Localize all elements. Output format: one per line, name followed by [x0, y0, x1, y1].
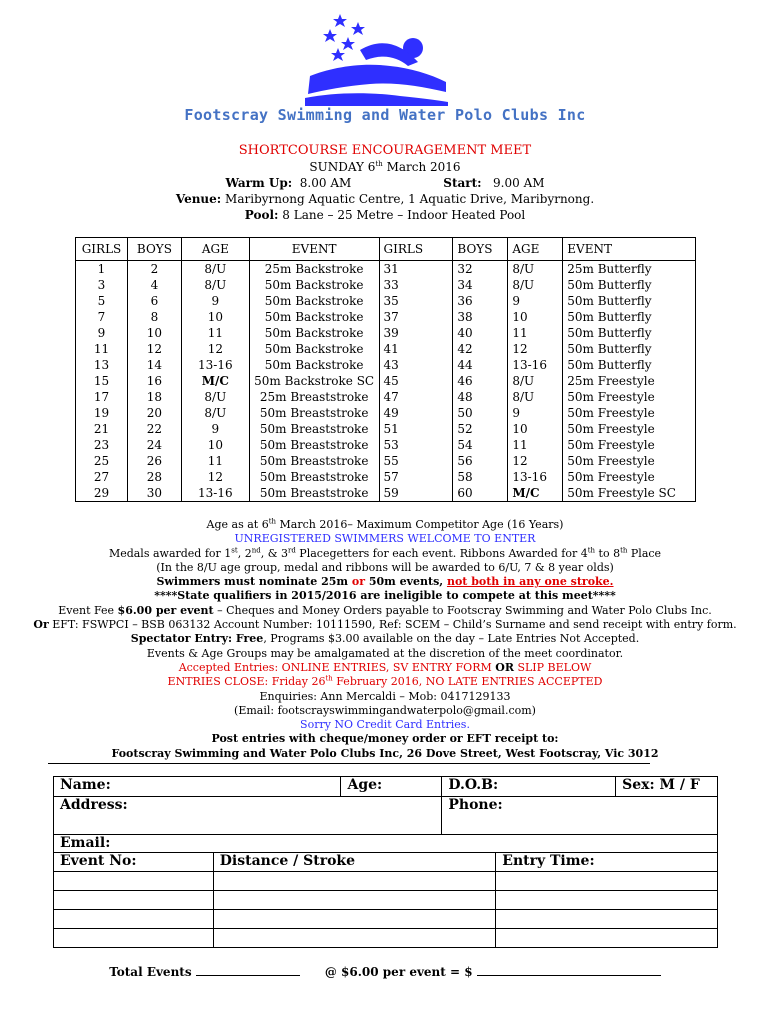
logo-star-1: [333, 14, 347, 27]
event-name-2: 50m Butterfly: [563, 341, 696, 357]
entry-time-cell[interactable]: [496, 872, 718, 891]
event-row: [76, 405, 696, 421]
girls-no: 15: [93, 374, 110, 388]
girls-no: 27: [93, 470, 110, 484]
event-no-header: Event No:: [54, 853, 214, 872]
start-label: Start:: [443, 176, 482, 190]
email-note: (Email: footscrayswimmingandwaterpolo@gmail.com): [234, 703, 536, 717]
age-group: 13-16: [181, 485, 249, 502]
age-group: 9: [181, 421, 249, 437]
event-row: [76, 293, 696, 309]
boys-no: 10: [127, 325, 181, 341]
boys-no: 6: [127, 293, 181, 309]
unregistered-note: UNREGISTERED SWIMMERS WELCOME TO ENTER: [234, 532, 536, 546]
name-field[interactable]: Name:: [54, 777, 341, 797]
entry-time-cell[interactable]: [496, 891, 718, 910]
girls-no-2: 59: [379, 485, 453, 502]
eft-note: Or EFT: FSWPCI – BSB 063132 Account Number: 10111590, Ref: SCEM – Child’s Surname and send receipt with entry form.: [33, 618, 737, 632]
logo-star-3: [323, 29, 337, 42]
age-group-2: 8/U: [508, 261, 563, 278]
age-note: Age as at 6th March 2016– Maximum Competitor Age (16 Years): [206, 517, 564, 531]
event-name-2: 50m Freestyle: [563, 405, 696, 421]
age-group-2: 13-16: [508, 357, 563, 373]
girls-no-2: 33: [379, 277, 453, 293]
boys-no-2: 32: [453, 261, 508, 278]
total-amount-blank[interactable]: [477, 975, 661, 976]
girls-no-2: 53: [379, 437, 453, 453]
event-name: 50m Backstroke: [249, 325, 379, 341]
warmup-time: 8.00 AM: [299, 176, 352, 190]
girls-no-2: 55: [379, 453, 453, 469]
boys-no-2: 52: [453, 421, 508, 437]
event-row: [76, 453, 696, 469]
event-row: [76, 421, 696, 437]
girls-no-2: 35: [379, 293, 453, 309]
boys-no-2: 34: [453, 277, 508, 293]
event-name-2: 50m Butterfly: [563, 309, 696, 325]
girls-no: 1: [97, 262, 106, 276]
boys-no: 18: [127, 389, 181, 405]
entry-form: [53, 776, 718, 948]
boys-no-2: 58: [453, 469, 508, 485]
age-group-2: 10: [508, 309, 563, 325]
age-group: 13-16: [181, 357, 249, 373]
girls-no: 17: [93, 390, 110, 404]
amalgamated-note: Events & Age Groups may be amalgamated at the discretion of the meet coordinator.: [146, 646, 624, 660]
boys-no-2: 50: [453, 405, 508, 421]
girls-no-2: 39: [379, 325, 453, 341]
boys-no-2: 46: [453, 373, 508, 389]
event-row: [76, 325, 696, 341]
boys-no: 24: [127, 437, 181, 453]
girls-no: 13: [93, 358, 110, 372]
events-header-row: [76, 238, 696, 261]
sex-field[interactable]: Sex: M / F: [616, 777, 718, 797]
age-group: 9: [181, 293, 249, 309]
distance-stroke-header: Distance / Stroke: [213, 853, 496, 872]
boys-no: 12: [127, 341, 181, 357]
total-events-blank[interactable]: [196, 975, 300, 976]
girls-no: 5: [97, 294, 106, 308]
age-group: 10: [181, 437, 249, 453]
age-group: 12: [181, 469, 249, 485]
event-name-2: 50m Freestyle: [563, 389, 696, 405]
medals-note: Medals awarded for 1st, 2nd, & 3rd Placegetters for each event. Ribbons Awarded for 4th to 8th Place: [108, 545, 662, 560]
boys-no-2: 42: [453, 341, 508, 357]
girls-no-2: 57: [379, 469, 453, 485]
event-no-cell[interactable]: [54, 872, 214, 891]
age-group: 11: [181, 453, 249, 469]
girls-no-2: 41: [379, 341, 453, 357]
boys-no: 22: [127, 421, 181, 437]
event-row: [76, 389, 696, 405]
event-name: 25m Breaststroke: [249, 389, 379, 405]
distance-stroke-cell[interactable]: [213, 891, 496, 910]
event-row: [76, 261, 696, 278]
event-no-cell[interactable]: [54, 929, 214, 948]
girls-no: 25: [93, 454, 110, 468]
boys-no: 16: [127, 373, 181, 389]
distance-stroke-cell[interactable]: [213, 910, 496, 929]
age-group-2: 9: [508, 405, 563, 421]
ribbons-note: (In the 8/U age group, medal and ribbons will be awarded to 6/U, 7 & 8 year olds): [156, 560, 614, 574]
entry-time-cell[interactable]: [496, 929, 718, 948]
distance-stroke-cell[interactable]: [213, 929, 496, 948]
boys-no-2: 38: [453, 309, 508, 325]
event-name-2: 50m Freestyle: [563, 453, 696, 469]
event-name: 50m Backstroke: [249, 341, 379, 357]
club-address: Footscray Swimming and Water Polo Clubs Inc, 26 Dove Street, West Footscray, Vic 3012: [111, 746, 659, 760]
club-logo: [300, 12, 450, 107]
age-group: 8/U: [181, 405, 249, 421]
girls-no: 7: [97, 310, 106, 324]
meet-title: SHORTCOURSE ENCOURAGEMENT MEET: [238, 143, 532, 158]
venue-line: Venue: Maribyrnong Aquatic Centre, 1 Aquatic Drive, Maribyrnong.: [175, 192, 595, 206]
girls-no-2: 51: [379, 421, 453, 437]
boys-no-2: 40: [453, 325, 508, 341]
age-group-2: 9: [508, 293, 563, 309]
age-group: 8/U: [181, 277, 249, 293]
event-name: 50m Breaststroke: [249, 469, 379, 485]
event-name-2: 50m Butterfly: [563, 293, 696, 309]
meet-info: [0, 518, 770, 761]
boys-no: 20: [127, 405, 181, 421]
girls-no: 21: [93, 422, 110, 436]
girls-no: 23: [93, 438, 110, 452]
age-group: 12: [181, 341, 249, 357]
divider: [48, 763, 650, 764]
event-row: [76, 309, 696, 325]
logo-star-2: [351, 22, 365, 35]
event-name: 50m Backstroke: [249, 293, 379, 309]
event-name-2: 50m Butterfly: [563, 277, 696, 293]
col-girls-2: GIRLS: [379, 238, 453, 261]
boys-no: 4: [127, 277, 181, 293]
col-boys: BOYS: [127, 238, 181, 261]
girls-no-2: 31: [379, 261, 453, 278]
warmup-label: Warm Up:: [225, 176, 293, 190]
event-name: 50m Backstroke: [249, 277, 379, 293]
girls-no-2: 45: [379, 373, 453, 389]
boys-no-2: 48: [453, 389, 508, 405]
fee-note: Event Fee $6.00 per event – Cheques and Money Orders payable to Footscray Swimming and Water Polo Clubs Inc.: [58, 603, 712, 617]
logo-swimmer-body: [308, 65, 446, 94]
event-name: 50m Backstroke: [249, 357, 379, 373]
col-girls: GIRLS: [76, 238, 128, 261]
age-group: 8/U: [181, 389, 249, 405]
event-row: [76, 357, 696, 373]
boys-no: 26: [127, 453, 181, 469]
logo-star-5: [331, 48, 345, 61]
col-event-2: EVENT: [563, 238, 696, 261]
girls-no: 19: [93, 406, 110, 420]
age-group-2: 11: [508, 437, 563, 453]
post-entries-note: Post entries with cheque/money order or EFT receipt to:: [211, 732, 559, 746]
event-name: 50m Breaststroke: [249, 453, 379, 469]
events-table: [75, 237, 696, 502]
event-name-2: 50m Butterfly: [563, 325, 696, 341]
event-no-cell[interactable]: [54, 910, 214, 929]
age-group-2: M/C: [508, 485, 563, 502]
event-no-cell[interactable]: [54, 891, 214, 910]
boys-no-2: 44: [453, 357, 508, 373]
col-event: EVENT: [249, 238, 379, 261]
age-group-2: 8/U: [508, 389, 563, 405]
event-name: 50m Breaststroke: [249, 437, 379, 453]
age-group-2: 12: [508, 453, 563, 469]
age-group-2: 8/U: [508, 277, 563, 293]
girls-no: 29: [93, 486, 110, 500]
event-name: 50m Backstroke SC: [249, 373, 379, 389]
event-row: [76, 373, 696, 389]
event-row: [76, 341, 696, 357]
boys-no-2: 60: [453, 485, 508, 502]
age-group-2: 8/U: [508, 373, 563, 389]
no-credit-note: Sorry NO Credit Card Entries.: [300, 718, 470, 732]
boys-no: 28: [127, 469, 181, 485]
col-boys-2: BOYS: [453, 238, 508, 261]
spectator-note: Spectator Entry: Free, Programs $3.00 available on the day – Late Entries Not Accepted.: [130, 632, 640, 646]
event-name-2: 50m Freestyle: [563, 421, 696, 437]
girls-no-2: 47: [379, 389, 453, 405]
logo-star-4: [341, 37, 355, 50]
event-name-2: 50m Freestyle SC: [563, 485, 696, 502]
event-row: [76, 485, 696, 502]
event-name-2: 50m Freestyle: [563, 469, 696, 485]
distance-stroke-cell[interactable]: [213, 872, 496, 891]
enquiries-note: Enquiries: Ann Mercaldi – Mob: 0417129133: [259, 689, 511, 703]
age-field[interactable]: Age:: [341, 777, 442, 797]
accepted-entries-note: Accepted Entries: ONLINE ENTRIES, SV ENTRY FORM OR SLIP BELOW: [178, 660, 592, 674]
age-group-2: 10: [508, 421, 563, 437]
girls-no: 3: [97, 278, 106, 292]
club-name: Footscray Swimming and Water Polo Clubs Inc: [184, 106, 586, 124]
girls-no-2: 49: [379, 405, 453, 421]
boys-no-2: 54: [453, 437, 508, 453]
event-name-2: 25m Butterfly: [563, 261, 696, 278]
age-group-2: 12: [508, 341, 563, 357]
girls-no-2: 43: [379, 357, 453, 373]
event-row: [76, 277, 696, 293]
event-name: 50m Breaststroke: [249, 421, 379, 437]
event-name: 50m Backstroke: [249, 309, 379, 325]
dob-field[interactable]: D.O.B:: [442, 777, 616, 797]
logo-wave: [305, 93, 448, 106]
age-group-2: 13-16: [508, 469, 563, 485]
girls-no: 11: [93, 342, 110, 356]
age-group-2: 11: [508, 325, 563, 341]
meet-date: SUNDAY 6th March 2016: [309, 160, 461, 174]
age-group: M/C: [181, 373, 249, 389]
age-group: 10: [181, 309, 249, 325]
event-name: 25m Backstroke: [249, 261, 379, 278]
age-group: 11: [181, 325, 249, 341]
event-name-2: 50m Freestyle: [563, 437, 696, 453]
event-row: [76, 469, 696, 485]
nominate-note: Swimmers must nominate 25m or 50m events, not both in any one stroke.: [156, 575, 614, 589]
boys-no-2: 56: [453, 453, 508, 469]
start-time: 9.00 AM: [493, 176, 545, 190]
boys-no: 14: [127, 357, 181, 373]
state-qualifier-note: ****State qualifiers in 2015/2016 are ineligible to compete at this meet****: [154, 589, 616, 603]
total-line: [0, 965, 770, 979]
event-name-2: 50m Butterfly: [563, 357, 696, 373]
total-events-label: Total Events: [109, 965, 192, 979]
entry-time-cell[interactable]: [496, 910, 718, 929]
pool-line: Pool: 8 Lane – 25 Metre – Indoor Heated Pool: [244, 208, 526, 222]
boys-no-2: 36: [453, 293, 508, 309]
girls-no: 9: [97, 326, 106, 340]
email-field[interactable]: Email:: [54, 835, 718, 853]
event-name-2: 25m Freestyle: [563, 373, 696, 389]
times-line: [0, 175, 770, 191]
phone-field[interactable]: Phone:: [442, 797, 718, 835]
per-event-label: @ $6.00 per event = $: [324, 965, 473, 979]
age-group: 8/U: [181, 261, 249, 278]
entries-close-note: ENTRIES CLOSE: Friday 26th February 2016, NO LATE ENTRIES ACCEPTED: [167, 674, 603, 689]
entry-time-header: Entry Time:: [496, 853, 718, 872]
event-row: [76, 437, 696, 453]
event-name: 50m Breaststroke: [249, 485, 379, 502]
col-age-2: AGE: [508, 238, 563, 261]
col-age: AGE: [181, 238, 249, 261]
boys-no: 8: [127, 309, 181, 325]
girls-no-2: 37: [379, 309, 453, 325]
boys-no: 2: [127, 261, 181, 278]
address-field[interactable]: Address:: [54, 797, 442, 835]
boys-no: 30: [127, 485, 181, 502]
event-name: 50m Breaststroke: [249, 405, 379, 421]
